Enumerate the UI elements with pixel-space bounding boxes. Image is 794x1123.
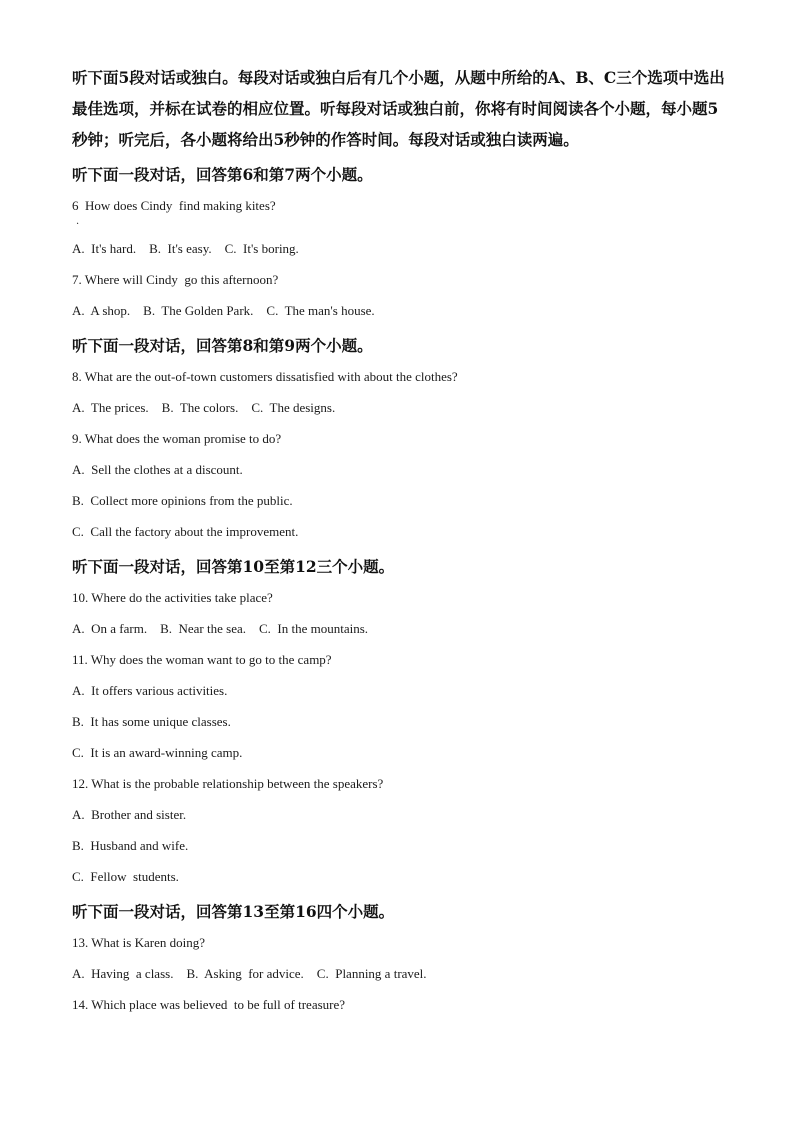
option-12a: A. Brother and sister. (72, 807, 187, 822)
question-10: 10. Where do the activities take place? (72, 590, 273, 605)
question-13: 13. What is Karen doing? (72, 935, 205, 950)
options-8: A. The prices. B. The colors. C. The designs. (72, 400, 336, 415)
options-13: A. Having a class. B. Asking for advice. C. Planning a travel. (72, 966, 427, 981)
question-12: 12. What is the probable relationship between the speakers? (72, 776, 384, 791)
stray-dot-mark: · (76, 219, 80, 230)
options-7: A. A shop. B. The Golden Park. C. The man's house. (72, 303, 375, 318)
question-7: 7. Where will Cindy go this afternoon? (72, 272, 279, 287)
option-11b: B. It has some unique classes. (72, 714, 231, 729)
question-11: 11. Why does the woman want to go to the camp? (72, 652, 332, 667)
option-9c: C. Call the factory about the improvement. (72, 524, 299, 539)
section-heading: 听下面一段对话，回答第13至第16四个小题。 (72, 902, 395, 921)
question-14: 14. Which place was believed to be full of treasure? (72, 997, 346, 1012)
section-instructions: 听下面5段对话或独白。每段对话或独白后有几个小题，从题中所给的A、B、C三个选项中选出最佳选项，并标在试卷的相应位置。听每段对话或独白前，你将有时间阅读各个小题，每小题5秒钟；听完后，各小题将给出5秒钟的作答时间。每段对话或独白读两遍。 (72, 68, 725, 149)
options-10: A. On a farm. B. Near the sea. C. In the mountains. (72, 621, 369, 636)
option-12b: B. Husband and wife. (72, 838, 189, 853)
question-6: 6 How does Cindy find making kites? (72, 198, 276, 213)
options-6: A. It's hard. B. It's easy. C. It's boring. (72, 241, 299, 256)
question-9: 9. What does the woman promise to do? (72, 431, 282, 446)
option-11c: C. It is an award-winning camp. (72, 745, 243, 760)
section-heading: 听下面一段对话，回答第10至第12三个小题。 (72, 557, 395, 576)
listening-section (72, 62, 732, 1020)
section-heading: 听下面一段对话，回答第6和第7两个小题。 (72, 165, 373, 184)
option-11a: A. It offers various activities. (72, 683, 228, 698)
section-heading: 听下面一段对话，回答第8和第9两个小题。 (72, 336, 373, 355)
question-8: 8. What are the out-of-town customers dissatisfied with about the clothes? (72, 369, 458, 384)
option-12c: C. Fellow students. (72, 869, 179, 884)
option-9b: B. Collect more opinions from the public. (72, 493, 293, 508)
option-9a: A. Sell the clothes at a discount. (72, 462, 243, 477)
